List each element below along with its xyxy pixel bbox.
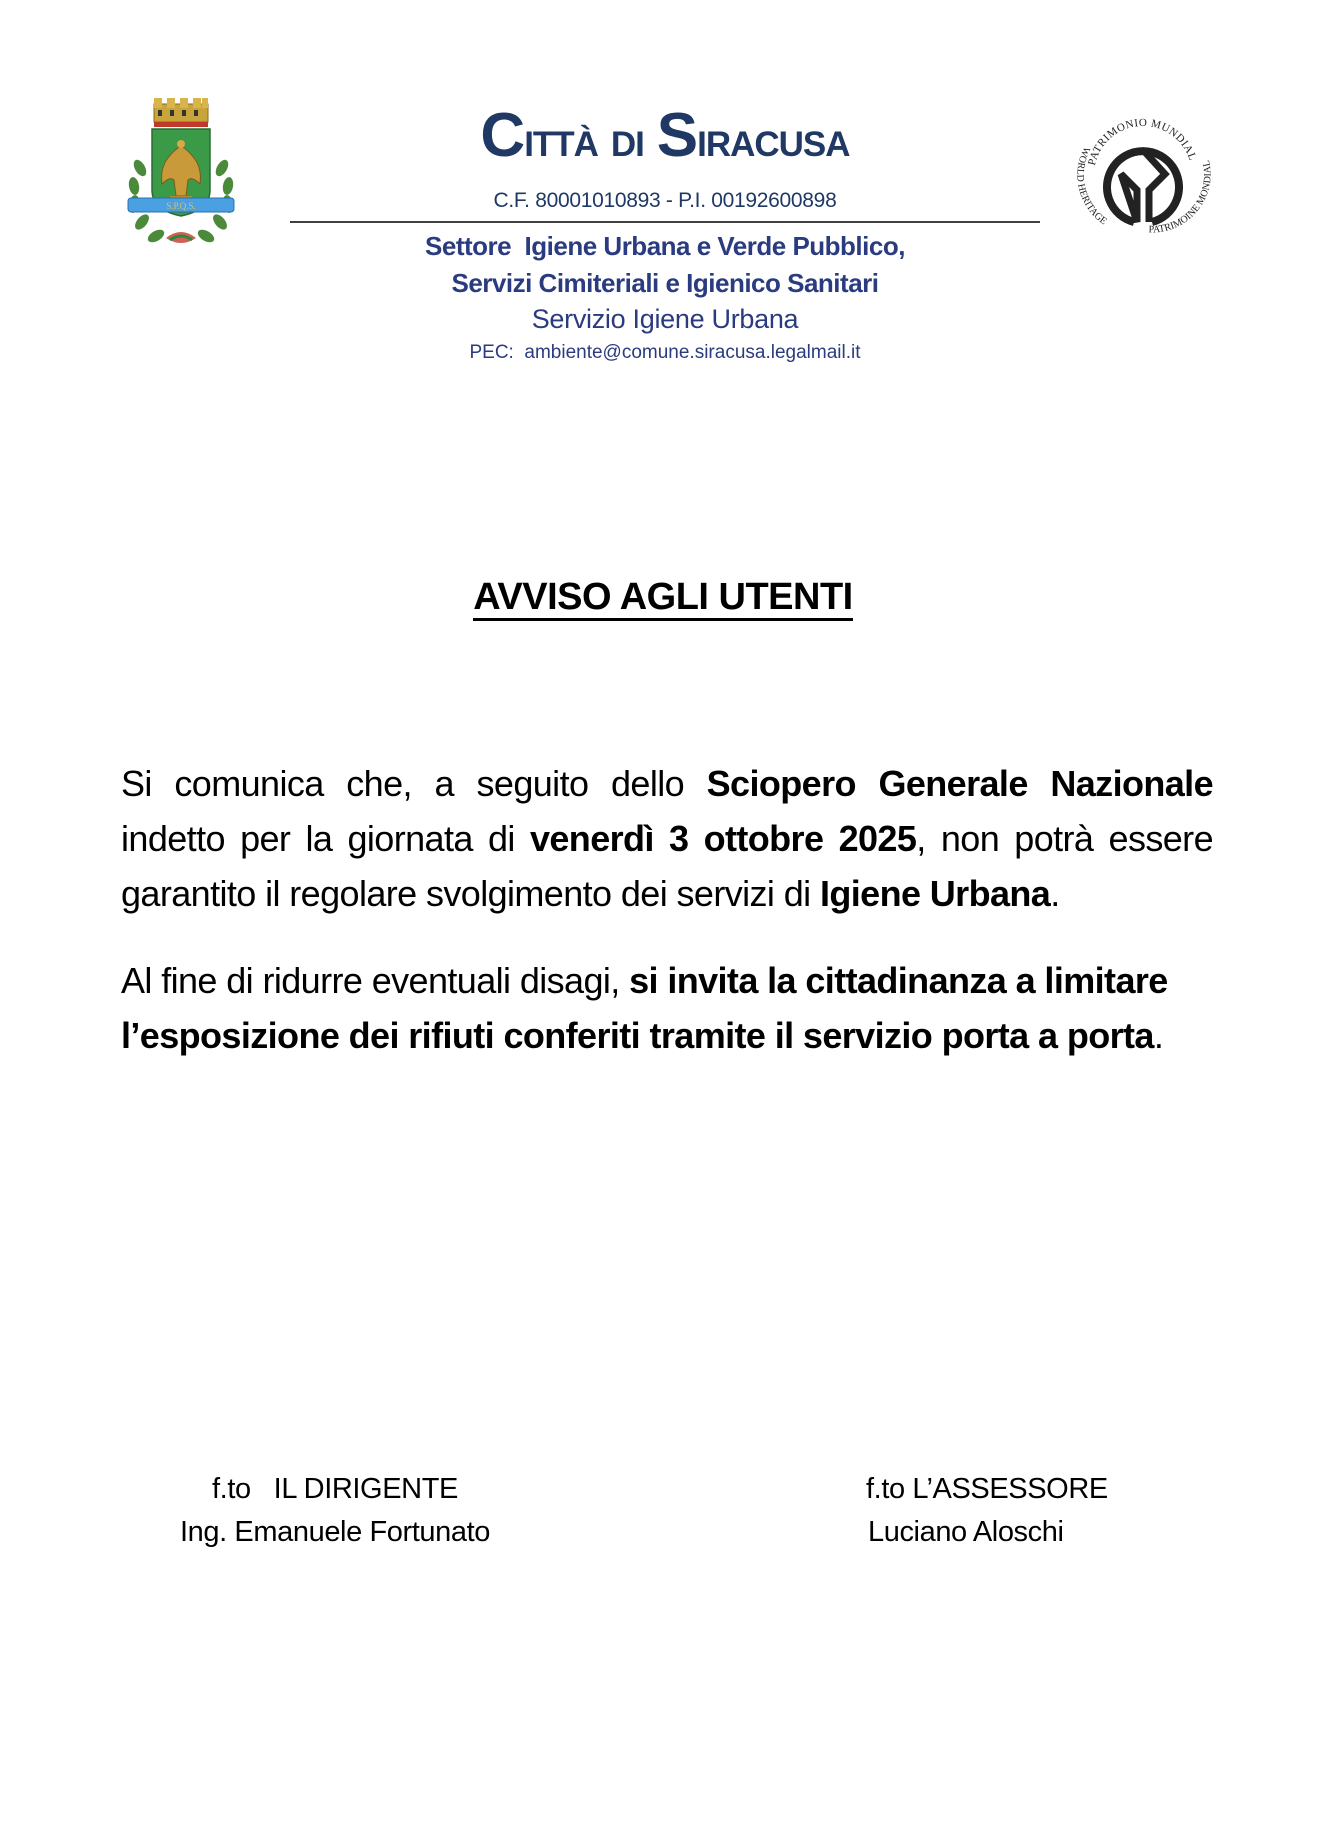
tax-ids: C.F. 80001010893 - P.I. 00192600898 (493, 189, 837, 212)
signature-councillor (840, 1468, 1130, 1554)
p1-strike-date: venerdì 3 ottobre 2025 (529, 818, 917, 859)
service-name: Servizio Igiene Urbana (531, 304, 799, 334)
department-name (290, 228, 1040, 302)
title-initial-c: C (480, 101, 525, 170)
unesco-ring-left: WORLD HERITAGE (1074, 144, 1109, 228)
p1-text-date-intro: indetto per la giornata di (121, 818, 530, 859)
title-part-citta: ittà di (524, 111, 657, 167)
header-divider (290, 221, 1040, 223)
director-name: Ing. Emanuele Fortunato (180, 1516, 490, 1548)
pec-email: PEC: ambiente@comune.siracusa.legalmail.it (469, 342, 861, 363)
p2-request: si invita la cittadinanza a limitare l’esposizione dei rifiuti conferiti tramite il servizio porta a porta (121, 960, 1168, 1056)
notice-paragraph-2 (121, 953, 1213, 1063)
councillor-name: Luciano Aloschi (868, 1516, 1064, 1548)
p1-text-consequence: , non potrà essere garantito il regolare svolgimento dei servizi di (121, 818, 1213, 914)
title-initial-s: S (656, 101, 698, 170)
p1-period: . (1050, 873, 1060, 914)
coat-of-arms-icon (118, 98, 244, 258)
p2-period: . (1153, 1015, 1164, 1056)
signature-director (140, 1468, 530, 1554)
notice-heading (0, 574, 1326, 620)
title-part-siracusa: iracusa (697, 111, 850, 167)
p1-text-intro: Si comunica che, a seguito dello (121, 763, 707, 804)
city-crest-logo (118, 98, 244, 258)
notice-heading-text: AVVISO AGLI UTENTI (473, 576, 852, 621)
p1-service-name: Igiene Urbana (819, 873, 1051, 914)
notice-paragraph-1 (121, 756, 1213, 921)
svg-text:PATRIMONIO MUNDIAL (1086, 117, 1199, 167)
unesco-ring-top: PATRIMONIO MUNDIAL (1086, 116, 1199, 167)
crest-motto: S.P.Q.S. (166, 201, 196, 211)
world-heritage-logo (1072, 104, 1214, 246)
department-line-1: Settore Igiene Urbana e Verde Pubblico, (425, 231, 905, 261)
department-line-2: Servizi Cimiteriali e Igienico Sanitari (451, 268, 879, 298)
p2-text-intro: Al fine di ridurre eventuali disagi, (121, 960, 630, 1001)
p1-strike-name: Sciopero Generale Nazionale (706, 763, 1213, 804)
unesco-ring-right: PATRIMOINE MONDIAL (1148, 159, 1214, 236)
notice-body (121, 756, 1213, 1095)
councillor-role: f.to L’ASSESSORE (866, 1473, 1108, 1505)
world-heritage-emblem-icon (1072, 104, 1214, 246)
city-title (290, 101, 1040, 171)
director-role: f.to IL DIRIGENTE (212, 1473, 458, 1505)
